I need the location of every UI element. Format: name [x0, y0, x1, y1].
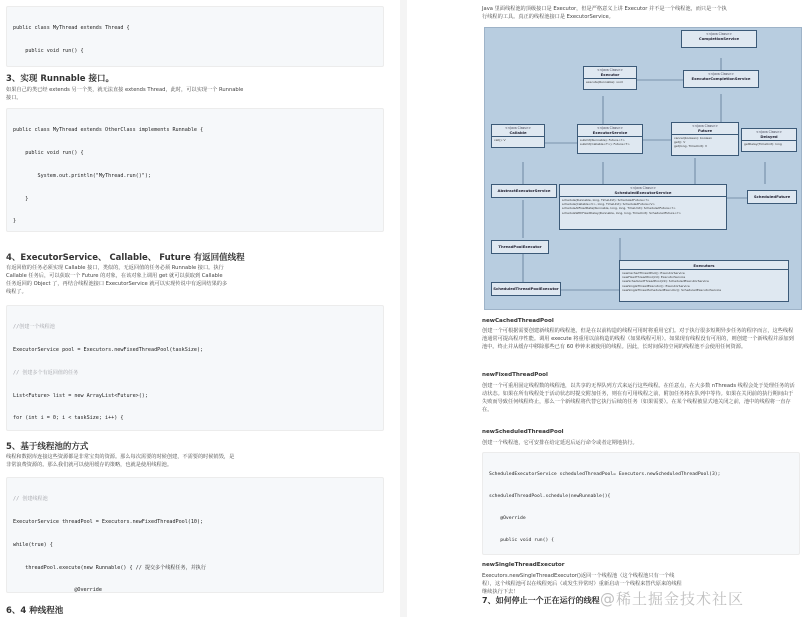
uml-methods [620, 270, 788, 293]
uml-class-thread-pool-executor [491, 240, 549, 254]
paragraph-cached-pool: 创建一个可根据需要创建新线程的线程池，但是在以前构造的线程可用时将重用它们。对于执行很多短期异步任务的程序而言，这些线程池通常可提高程序性能。调用 execute 将重用以前构造的线程（如果线程可用）。如果现有线程没有可用的，则创建一个新线程并添加到池中。终止并从缓存中移除那些已有 60 秒钟未被使用的线程。因此，长时间保持空闲的线程池不会使用任何资源。 [482, 328, 794, 350]
uml-method: newSingleThreadScheduledExecutor(): ScheduledExecutorService [622, 287, 722, 292]
code-block-mythread [6, 6, 384, 67]
uml-class-callable [491, 124, 545, 148]
code-line: public void run() { [13, 149, 84, 156]
code-line: public class MyThread extends Thread { [13, 25, 130, 32]
uml-stereotype: <<Java Class>> [691, 124, 719, 128]
uml-class-executor-service [577, 124, 643, 154]
code-comment: // 创建多个有返回值的任务 [13, 369, 79, 376]
paragraph-callable: 有返回值的任务必须实现 Callable 接口，类似的，无返回值的任务必须 Runnable 接口。执行 Callable 任务后，可以获取一个 Future 的对象，在该对象上调用 get 就可以获取到 Callable 任务返回的 Object 了，再结合线程池接口 ExecutorService 就可以实现传说中有返回结果的多线程了。 [6, 265, 228, 295]
heading-runnable: 3、实现 Runnable 接口。 [6, 74, 115, 84]
uml-stereotype: <<Java Class>> [755, 130, 783, 134]
subheading-fixed-pool: newFixedThreadPool [482, 372, 548, 378]
code-line: while(true) { [13, 541, 53, 548]
paragraph-single-thread: Executors.newSingleThreadExecutor()返回一个线程池（这个线程池只有一个线程），这个线程池可以在线程死后（或发生异常时）重新启动一个线程来替代原来的线程继续执行下去！ [482, 573, 682, 595]
uml-class-name: ThreadPoolExecutor [498, 244, 542, 249]
uml-methods [578, 137, 642, 147]
heading-stop-thread: 7、如何停止一个正在运行的线程 [482, 596, 600, 605]
subheading-scheduled-pool: newScheduledThreadPool [482, 429, 564, 435]
uml-method: getDelay(TimeUnit): long [744, 142, 782, 146]
heading-four-pools: 6、4 种线程池 [6, 606, 64, 616]
code-line: public void run() { [13, 47, 84, 54]
uml-class-delayed [741, 128, 797, 152]
paragraph-runnable: 如果自己的类已经 extends 另一个类，就无法直接 extends Thread，此时，可以实现一个 Runnable 接口。 [6, 87, 244, 101]
paragraph-executor-intro: Java 里面线程池的顶级接口是 Executor，但是严格意义上讲 Executor 并不是一个线程池，而只是一个执行线程的工具。真正的线程池接口是 ExecutorService。 [482, 6, 727, 20]
uml-class-completion-service [681, 30, 757, 48]
code-block-scheduled [482, 452, 800, 555]
code-line: for (int i = 0; i < taskSize; i++) { [13, 415, 124, 422]
code-line: public void run() { [489, 538, 554, 544]
code-line: ScheduledExecutorService scheduledThreadPool= Executors.newScheduledThreadPool(3); [489, 471, 721, 477]
heading-executor-service: 4、ExecutorService、 Callable、 Future 有返回值线程 [6, 253, 245, 263]
code-line: System.out.println("MyThread.run()"); [13, 172, 152, 179]
uml-method: newCachedThreadPool(): ExecutorService [622, 271, 685, 275]
uml-class-name: ScheduledFuture [753, 194, 791, 199]
code-line: threadPool.execute(new Runnable() { // 提交多个线程任务，并执行 [13, 564, 206, 571]
left-page [0, 0, 390, 617]
uml-class-name: Future [672, 128, 738, 135]
uml-class-future [671, 122, 739, 156]
uml-class-name: AbstractExecutorService [497, 188, 551, 193]
uml-method: call(): V [494, 138, 506, 142]
uml-method: submit(Runnable): Future<?> [580, 138, 625, 142]
uml-class-name: CompletionService [698, 36, 740, 41]
uml-method: newSingleThreadExecutor(): ExecutorService [622, 283, 690, 288]
uml-class-scheduled-future [747, 190, 797, 204]
code-comment: // 创建线程池 [13, 496, 48, 503]
uml-class-executor [583, 66, 637, 90]
uml-method: scheduleAtFixedRate(Runnable, long, long, TimeUnit): ScheduledFuture<?> [562, 206, 676, 211]
uml-stereotype: <<Java Class>> [596, 126, 624, 130]
uml-class-name: ExecutorCompletionService [691, 76, 751, 81]
code-line: public class MyThread extends OtherClass implements Runnable { [13, 127, 204, 134]
uml-stereotype: <<Java Class>> [596, 68, 624, 72]
uml-method: schedule(Runnable, long, TimeUnit): ScheduledFuture<?> [562, 198, 650, 202]
uml-stereotype: <<Java Class>> [705, 32, 733, 36]
subheading-cached-pool: newCachedThreadPool [482, 318, 554, 324]
paragraph-scheduled-pool: 创建一个线程池，它可安排在给定延迟后运行命令或者定期地执行。 [482, 440, 638, 446]
uml-stereotype: <<Java Class>> [629, 186, 657, 190]
code-line: ExecutorService threadPool = Executors.newFixedThreadPool(10); [13, 518, 204, 525]
uml-method: newScheduledThreadPool(int): ScheduledExecutorService [622, 279, 709, 284]
uml-class-name: ScheduledExecutorService [560, 190, 726, 197]
uml-method: scheduleWithFixedDelay(Runnable, long, long, TimeUnit): ScheduledFuture<?> [562, 210, 681, 215]
uml-stereotype: <<Java Class>> [504, 126, 532, 130]
uml-method: get(long, TimeUnit): V [674, 144, 708, 149]
uml-method: execute(Runnable): void [586, 80, 623, 84]
watermark: @稀土掘金技术社区 [600, 590, 745, 608]
code-line: scheduledThreadPool.schedule(newRunnable(){ [489, 494, 611, 500]
uml-class-name: Executor [584, 72, 636, 79]
code-line: ExecutorService pool = Executors.newFixedThreadPool(taskSize); [13, 346, 204, 353]
uml-stereotype: <<Java Class>> [707, 72, 735, 76]
paragraph-fixed-pool: 创建一个可重用固定线程数的线程池，以共享的无界队列方式来运行这些线程。在任意点，在大多数 nThreads 线程会处于处理任务的活动状态。如果在所有线程处于活动状态时提交附加任务，则在有可用线程之前，附加任务将在队列中等待。如果在关闭前的执行期间由于失败而导致任何线程终止，那么一个新线程将代替它执行后续的任务（如果需要）。在某个线程被显式地关闭之前，池中的线程将一直存在。 [482, 383, 795, 413]
code-block-runnable [6, 108, 384, 232]
code-line: @Override [13, 587, 102, 593]
uml-class-name: ExecutorService [578, 130, 642, 137]
subheading-single-thread: newSingleThreadExecutor [482, 562, 565, 568]
uml-class-executors [619, 260, 789, 302]
code-comment: //创建一个线程池 [13, 324, 55, 331]
uml-class-executor-completion-service [683, 70, 759, 88]
uml-class-abstract-executor-service [491, 184, 557, 198]
uml-class-diagram [484, 27, 802, 310]
uml-class-name: Delayed [742, 134, 796, 141]
code-block-callable [6, 305, 384, 431]
page-gutter [400, 0, 407, 617]
uml-method: cancel(boolean): boolean [674, 136, 713, 140]
code-line: } [13, 218, 17, 225]
uml-methods [560, 197, 726, 216]
heading-thread-pool: 5、基于线程池的方式 [6, 442, 89, 452]
paragraph-thread-pool: 线程和数据库连接这些资源都是非常宝贵的资源。那么每次需要的时候创建，不需要的时候销毁，是非常浪费资源的。那么我们就可以使用缓存的策略，也就是使用线程池。 [6, 454, 235, 468]
uml-method: schedule(Callable<V>, long, TimeUnit): ScheduledFuture<V> [562, 202, 655, 207]
code-line: @Override [489, 516, 526, 522]
uml-method: newFixedThreadPool(int): ExecutorService [622, 275, 686, 280]
code-line: List<Future> list = new ArrayList<Future>(); [13, 392, 148, 399]
uml-methods [672, 135, 738, 150]
uml-method: submit(Callable<T>): Future<T> [580, 142, 630, 147]
uml-method: get(): V [674, 140, 686, 145]
uml-class-name: Callable [492, 130, 544, 137]
uml-class-scheduled-executor-service [559, 184, 727, 230]
uml-class-scheduled-thread-pool-executor [491, 282, 561, 296]
code-block-thread-pool [6, 477, 384, 593]
uml-class-name: Executors [620, 261, 788, 270]
uml-class-name: ScheduledThreadPoolExecutor [493, 286, 559, 291]
code-line: } [13, 195, 29, 202]
